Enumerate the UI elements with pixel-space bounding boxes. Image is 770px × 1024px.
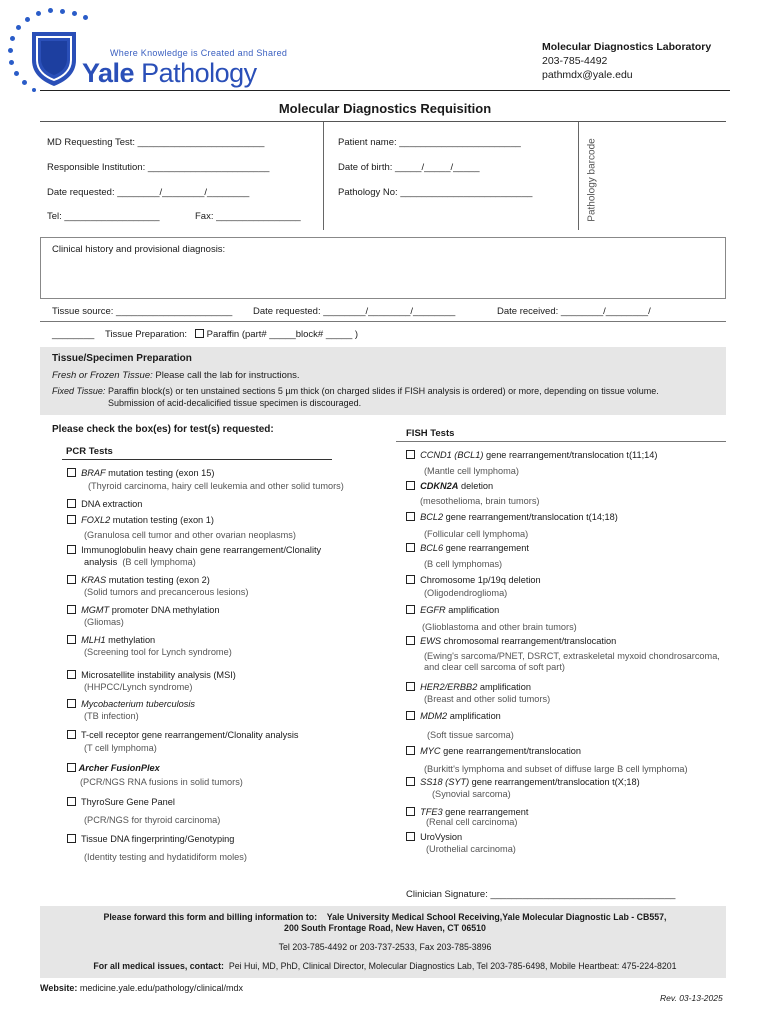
logo-tagline: Where Knowledge is Created and Shared bbox=[110, 48, 288, 58]
checkbox[interactable] bbox=[67, 635, 76, 644]
checkbox[interactable] bbox=[67, 499, 76, 508]
checkbox[interactable] bbox=[406, 711, 415, 720]
checkbox[interactable] bbox=[406, 605, 415, 614]
fish-note: (Breast and other solid tumors) bbox=[424, 694, 551, 704]
forward-line-1: Please forward this form and billing information to: Yale University Medical School Receiving,Yale Molecular Diagnostic Lab - CB557, bbox=[103, 912, 667, 922]
fish-test-mdm2[interactable]: MDM2 amplification bbox=[406, 711, 501, 721]
fish-test-her2[interactable]: HER2/ERBB2 amplification bbox=[406, 682, 531, 692]
forward-line-2: 200 South Frontage Road, New Haven, CT 06510 bbox=[284, 923, 486, 933]
tissue-divider bbox=[40, 321, 726, 322]
fish-note: (Synovial sarcoma) bbox=[432, 789, 511, 799]
pcr-test-tb[interactable]: Mycobacterium tuberculosis bbox=[67, 699, 195, 709]
pcr-note: (Solid tumors and precancerous lesions) bbox=[84, 587, 249, 597]
pcr-note: (Gliomas) bbox=[84, 617, 124, 627]
footer-tel-line: Tel 203-785-4492 or 203-737-2533, Fax 203-785-3896 bbox=[278, 942, 492, 952]
pathology-no-field[interactable]: Pathology No: _________________________ bbox=[338, 187, 533, 198]
pcr-test-igh-line2: analysis (B cell lymphoma) bbox=[84, 557, 196, 567]
checkbox[interactable] bbox=[406, 682, 415, 691]
checkbox[interactable] bbox=[406, 481, 415, 490]
checkbox[interactable] bbox=[67, 834, 76, 843]
checkbox[interactable] bbox=[67, 763, 76, 772]
checkbox[interactable] bbox=[67, 575, 76, 584]
fish-note: (Mantle cell lymphoma) bbox=[424, 466, 519, 476]
checkbox[interactable] bbox=[406, 777, 415, 786]
paraffin-checkbox[interactable] bbox=[195, 329, 204, 338]
pcr-note: (Identity testing and hydatidiform moles) bbox=[84, 852, 247, 862]
fish-test-1p19q[interactable]: Chromosome 1p/19q deletion bbox=[406, 575, 541, 585]
pcr-test-thyrosure[interactable]: ThyroSure Gene Panel bbox=[67, 797, 175, 807]
pcr-test-msi[interactable]: Microsatellite instability analysis (MSI) bbox=[67, 670, 236, 680]
pcr-heading: PCR Tests bbox=[66, 446, 113, 457]
grid-divider-2 bbox=[578, 122, 579, 230]
fish-note: (Urothelial carcinoma) bbox=[426, 844, 516, 854]
checkbox[interactable] bbox=[67, 670, 76, 679]
lab-contact bbox=[542, 40, 711, 82]
tissue-prefix-blank[interactable]: ________ bbox=[52, 329, 95, 340]
pcr-test-igh[interactable]: Immunoglobulin heavy chain gene rearrangement/Clonality bbox=[67, 545, 321, 555]
fish-test-tfe3[interactable]: TFE3 gene rearrangement bbox=[406, 807, 528, 817]
header-divider bbox=[40, 90, 730, 91]
dob-field[interactable]: Date of birth: _____/_____/_____ bbox=[338, 162, 480, 173]
pcr-test-dna-extraction[interactable]: DNA extraction bbox=[67, 499, 142, 509]
checkbox[interactable] bbox=[67, 545, 76, 554]
lab-name: Molecular Diagnostics Laboratory bbox=[542, 41, 712, 53]
pcr-note: (TB infection) bbox=[84, 711, 139, 721]
fish-test-urovysion[interactable]: UroVysion bbox=[406, 832, 462, 842]
checkbox[interactable] bbox=[406, 512, 415, 521]
tissue-date-received-field[interactable]: Date received: ________/________/ bbox=[497, 306, 651, 317]
fish-note: (Glioblastoma and other brain tumors) bbox=[422, 622, 577, 632]
fixed-tissue-note: Fixed Tissue: Paraffin block(s) or ten unstained sections 5 µm thick (on charged slides if FISH analysis is ordered) or more, depending on tissue volume. bbox=[52, 386, 659, 396]
checkbox[interactable] bbox=[406, 832, 415, 841]
fish-note: (Soft tissue sarcoma) bbox=[427, 730, 514, 740]
patient-name-field[interactable]: Patient name: _______________________ bbox=[338, 137, 521, 148]
checkbox[interactable] bbox=[406, 746, 415, 755]
title-divider bbox=[40, 121, 726, 122]
pcr-test-braf[interactable]: BRAF mutation testing (exon 15) bbox=[67, 468, 214, 478]
pcr-note: (PCR/NGS RNA fusions in solid tumors) bbox=[80, 777, 243, 787]
pcr-note: (T cell lymphoma) bbox=[84, 743, 157, 753]
barcode-area: Pathology barcode bbox=[586, 138, 598, 222]
tissue-source-field[interactable]: Tissue source: ______________________ bbox=[52, 306, 233, 317]
fish-test-bcl2[interactable]: BCL2 gene rearrangement/translocation t(14;18) bbox=[406, 512, 618, 522]
paraffin-option[interactable]: Paraffin (part# _____block# _____ ) bbox=[195, 329, 358, 340]
clinician-signature-field[interactable]: Clinician Signature: ___________________________________ bbox=[406, 889, 676, 900]
website-link[interactable]: medicine.yale.edu/pathology/clinical/mdx bbox=[79, 983, 243, 993]
institution-field[interactable]: Responsible Institution: _______________________ bbox=[47, 162, 270, 173]
date-requested-field[interactable]: Date requested: ________/________/________ bbox=[47, 187, 250, 198]
tissue-date-requested-field[interactable]: Date requested: ________/________/________ bbox=[253, 306, 456, 317]
checkbox[interactable] bbox=[406, 807, 415, 816]
footer-issues-line: For all medical issues, contact: Pei Hui, MD, PhD, Clinical Director, Molecular Diagnostics Lab, Tel 203-785-6498, Mobile Heartbeat: 475-224-8201 bbox=[93, 961, 677, 971]
lab-email: pathmdx@yale.edu bbox=[542, 69, 633, 81]
pcr-test-tcr[interactable]: T-cell receptor gene rearrangement/Clonality analysis bbox=[67, 730, 299, 740]
checkbox[interactable] bbox=[406, 575, 415, 584]
website-line: Website: medicine.yale.edu/pathology/clinical/mdx bbox=[40, 983, 243, 993]
tissue-prep-label: Tissue Preparation: bbox=[105, 329, 188, 340]
fish-test-ss18[interactable]: SS18 (SYT) gene rearrangement/translocation t(X;18) bbox=[406, 777, 640, 787]
fish-test-ccnd1[interactable]: CCND1 (BCL1) gene rearrangement/translocation t(11;14) bbox=[406, 450, 657, 460]
fish-note-2: and clear cell sarcoma of soft part) bbox=[424, 662, 565, 672]
pcr-note: (HHPCC/Lynch syndrome) bbox=[84, 682, 193, 692]
fish-note: (Burkitt's lymphoma and subset of diffuse large B cell lymphoma) bbox=[424, 764, 688, 774]
fish-test-myc[interactable]: MYC gene rearrangement/translocation bbox=[406, 746, 581, 756]
pcr-test-mgmt[interactable]: MGMT promoter DNA methylation bbox=[67, 605, 219, 615]
checkbox[interactable] bbox=[67, 797, 76, 806]
check-heading: Please check the box(es) for test(s) requested: bbox=[52, 424, 274, 435]
pcr-note: (PCR/NGS for thyroid carcinoma) bbox=[84, 815, 221, 825]
pcr-heading-underline bbox=[62, 459, 332, 460]
page-title: Molecular Diagnostics Requisition bbox=[278, 101, 492, 116]
clinical-history-label: Clinical history and provisional diagnosis: bbox=[52, 244, 226, 255]
checkbox[interactable] bbox=[67, 468, 76, 477]
pcr-test-kras[interactable]: KRAS mutation testing (exon 2) bbox=[67, 575, 210, 585]
checkbox[interactable] bbox=[67, 730, 76, 739]
pcr-note: (Thyroid carcinoma, hairy cell leukemia and other solid tumors) bbox=[88, 481, 344, 491]
fish-note: (B cell lymphomas) bbox=[424, 559, 503, 569]
pcr-test-foxl2[interactable]: FOXL2 mutation testing (exon 1) bbox=[67, 515, 214, 525]
fax-field[interactable]: Fax: ________________ bbox=[195, 211, 301, 222]
pcr-note: (Granulosa cell tumor and other ovarian neoplasms) bbox=[84, 530, 296, 540]
grid-divider-1 bbox=[323, 122, 324, 230]
checkbox[interactable] bbox=[406, 636, 415, 645]
pcr-test-archer[interactable]: Archer FusionPlex bbox=[67, 763, 160, 773]
fish-note: (Ewing's sarcoma/PNET, DSRCT, extraskeletal myxoid chondrosarcoma, bbox=[424, 651, 720, 661]
fish-heading: FISH Tests bbox=[406, 428, 455, 439]
fish-test-ews[interactable]: EWS chromosomal rearrangement/translocation bbox=[406, 636, 616, 646]
lab-phone: 203-785-4492 bbox=[542, 55, 608, 67]
yale-shield-logo bbox=[30, 30, 78, 88]
checkbox[interactable] bbox=[67, 699, 76, 708]
fish-note: (Oligodendroglioma) bbox=[424, 588, 508, 598]
checkbox[interactable] bbox=[406, 450, 415, 459]
fish-note: (Follicular cell lymphoma) bbox=[424, 529, 529, 539]
fish-note: (mesothelioma, brain tumors) bbox=[420, 496, 540, 506]
pcr-note: (Screening tool for Lynch syndrome) bbox=[84, 647, 232, 657]
checkbox[interactable] bbox=[67, 515, 76, 524]
checkbox[interactable] bbox=[406, 543, 415, 552]
fish-test-bcl6[interactable]: BCL6 gene rearrangement bbox=[406, 543, 529, 553]
checkbox[interactable] bbox=[67, 605, 76, 614]
md-requesting-field[interactable]: MD Requesting Test: ________________________ bbox=[47, 137, 265, 148]
fish-heading-underline bbox=[396, 441, 726, 442]
pcr-test-mlh1[interactable]: MLH1 methylation bbox=[67, 635, 155, 645]
tel-field[interactable]: Tel: __________________ bbox=[47, 211, 160, 222]
fish-test-egfr[interactable]: EGFR amplification bbox=[406, 605, 499, 615]
fish-test-cdkn2a[interactable]: CDKN2A deletion bbox=[406, 481, 493, 491]
logo-wordmark: Yale Pathology bbox=[82, 58, 257, 88]
fixed-tissue-note-2: Submission of acid-decalicified tissue specimen is discouraged. bbox=[108, 398, 362, 408]
fresh-tissue-note: Fresh or Frozen Tissue: Please call the lab for instructions. bbox=[52, 370, 300, 381]
specimen-heading: Tissue/Specimen Preparation bbox=[52, 353, 192, 364]
revision-label: Rev. 03-13-2025 bbox=[660, 993, 723, 1003]
pcr-test-dna-fingerprinting[interactable]: Tissue DNA fingerprinting/Genotyping bbox=[67, 834, 234, 844]
fish-note: (Renal cell carcinoma) bbox=[426, 817, 518, 827]
